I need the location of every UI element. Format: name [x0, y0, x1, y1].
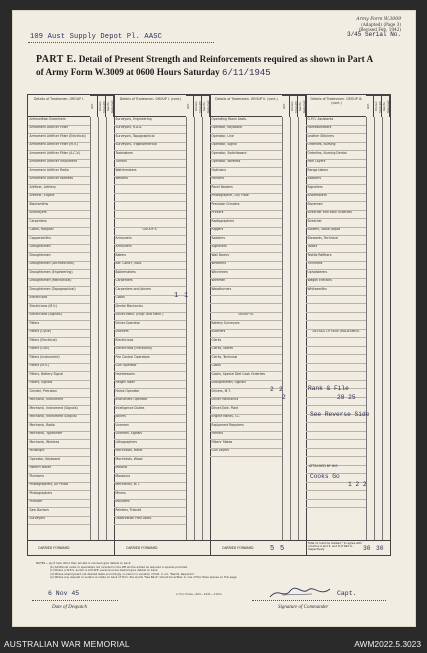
table-row: Operator, Signal [210, 143, 282, 152]
form-ref-line3: (Revised Feb, 1942) [358, 27, 401, 32]
table-row: Hairdressers [114, 372, 186, 381]
table-row [306, 449, 366, 458]
table-row: Textile Refitters [306, 253, 366, 262]
archive-caption: AUSTRALIAN WAR MEMORIAL [4, 639, 130, 649]
table-row: Pom Layers [306, 160, 366, 169]
table-row: Watchmakers [114, 168, 186, 177]
table-row: Upholsterers [306, 270, 366, 279]
note-line: (b) Additional ranks or specialists not included in the WE will be added as required in spaces provided. [50, 564, 188, 569]
typed-total-we: 5 [270, 545, 275, 553]
table-row: Plumbers [28, 474, 90, 483]
note-line: (e) Where any request or surplus is made on back of form, the words "See Back" should be written in one of the three spaces on this page. [50, 575, 238, 580]
table-row: Plumber [28, 500, 90, 509]
table-row: Saw Doctors [28, 508, 90, 517]
table-row: Armament Artificer Wireless [28, 177, 90, 186]
table-row: Tinsmiths [306, 262, 366, 271]
header-required-4: Reinfs. Required [382, 95, 390, 117]
table-row: Cooks [114, 296, 186, 305]
vline [282, 117, 283, 541]
table-row: Fitters [28, 321, 90, 330]
table-row [306, 347, 366, 356]
typed-see-reverse: See Reverse Side [310, 411, 370, 418]
table-row: Mechanic, Wireless [28, 440, 90, 449]
table-row: Electricians (M.V.) [28, 304, 90, 313]
typed-rank-file: Rank & File [308, 385, 349, 392]
table-row: Armament Artificer Instrument [28, 160, 90, 169]
table-row: Fitters, Signals [28, 381, 90, 390]
header-we-4: W.E. [366, 95, 374, 117]
header-posted-1: Posted Strength [98, 95, 106, 117]
table-row: Photographer, Dry Plate [210, 194, 282, 203]
table-row: Orderlies, Nursing Dental [306, 151, 366, 160]
table-row: Joiners [114, 415, 186, 424]
table-row: Carpenters [114, 279, 186, 288]
col-group2 [210, 117, 282, 541]
table-row: Boilermakers [114, 270, 186, 279]
table-row: Wheelers [210, 262, 282, 271]
table-row: Carpenters and Joiners [114, 287, 186, 296]
header-we-1: W.E. [90, 95, 98, 117]
header-required-2: Reinfs. Required [202, 95, 210, 117]
typed-clerks-posted: 2 [279, 386, 283, 393]
carried-forward-2: CARRIED FORWARD [126, 546, 158, 550]
table-row [306, 296, 366, 305]
table-row: Armament Artificer Fitter (M.V.) [28, 143, 90, 152]
table-row: Saddlers [210, 236, 282, 245]
signature-label: Signature of Commander [278, 605, 329, 610]
table-row: Height Taker [114, 381, 186, 390]
dispatch-date: 6 Nov 45 [48, 590, 80, 597]
table-row: Pattern Maker [28, 466, 90, 475]
table-row [114, 211, 186, 220]
unit-rule [28, 42, 214, 43]
table-row [306, 338, 366, 347]
table-row: Fitters' Mates [210, 440, 282, 449]
table-row: Battery Surveyors [210, 321, 282, 330]
form-ref-line2: (Adapted) (Page 3) [361, 22, 401, 27]
table-row: Bkr. Cond'r, Asst. [114, 262, 186, 271]
table-row: Clerks, Stores [210, 347, 282, 356]
table-row: Lithographers [114, 440, 186, 449]
table-row: Surveyors, Topographical [114, 134, 186, 143]
table-row: Toolmakers [114, 151, 186, 160]
table-row: Draughtsmen (Architectural) [28, 262, 90, 271]
table-row: Fitters (M.V.) [28, 364, 90, 373]
table-row [306, 500, 366, 509]
table-row: Mechanic, Instrument [28, 398, 90, 407]
table-row: Draughtsmen, Signals [210, 381, 282, 390]
dispatch-label: Date of Despatch [52, 605, 87, 610]
table-row: Draughtsmen [28, 253, 90, 262]
table-row: GROUP II. [114, 228, 186, 237]
table-row: Masons [114, 466, 186, 475]
carried-forward-1: CARRIED FORWARD [38, 546, 70, 550]
totals-note: Total of columns marked * to agree with columns 4 and 5, and 6 of Part A, respectively [308, 541, 362, 552]
table-row: Signallers [306, 185, 366, 194]
carried-forward-row [28, 540, 390, 555]
header-group2: Details of Tradesmen. GROUP II. (cont.) [210, 95, 282, 117]
table-row: Equipment Repairers [210, 423, 282, 432]
table-row [306, 355, 366, 364]
table-row [114, 202, 186, 211]
vline [202, 117, 203, 541]
header-posted-4: Posted Strength [374, 95, 382, 117]
table-row: GROUP III. [210, 313, 282, 322]
table-row: Driver Mechanics [210, 398, 282, 407]
table-row: Armourers [114, 245, 186, 254]
table-row: Surveyors, Engineering [114, 117, 186, 126]
col-group1b [114, 117, 189, 541]
table-row: Farriers [210, 432, 282, 441]
table-row [114, 194, 186, 203]
table-row: Electricians (Signals) [28, 313, 90, 322]
notes-block [36, 562, 378, 580]
table-row: Stewards, Technical [306, 236, 366, 245]
table-row: Machinists, Wood [114, 457, 186, 466]
header-required-1: Reinfs. Required [106, 95, 114, 117]
header-we-2: W.E. [186, 95, 194, 117]
table-row: Horse Operator [114, 389, 186, 398]
table-row [114, 219, 186, 228]
typed-clerks-we-2: 2 [282, 394, 286, 401]
header-posted-3: Posted Strength [290, 95, 298, 117]
form-ref-line1: Army Form W.3009 [356, 17, 401, 22]
table-row: Mechanic, Radio [28, 423, 90, 432]
table-row: Machinists, Metal [114, 449, 186, 458]
table-row: Moulders [114, 500, 186, 509]
table-row: Electricians [28, 296, 90, 305]
table-row: Photographers, Air Photo [28, 483, 90, 492]
typed-grand-total-1: 30 [363, 545, 371, 552]
table-row: Stokers, Stoke Depot [306, 228, 366, 237]
table-row: Electricians (Fractional) [114, 347, 186, 356]
table-row: Mechanic, Typewriter [28, 432, 90, 441]
part-date: 6/11/1945 [222, 68, 271, 78]
table-row: Whitesmiths [306, 287, 366, 296]
table-row [210, 304, 282, 313]
table-row: Engine Hands, I.C. [210, 415, 282, 424]
table-row: Leather Stitchers [306, 134, 366, 143]
table-row: Driver-Tpte. Plant [210, 406, 282, 415]
table-row: Stretcher and Bath Orderlies [306, 211, 366, 220]
note-line: (c) Where a W.E.S. and/or A.A.M.W.E. personnel are desired give details on back. [50, 568, 159, 573]
table-row: Drivers, M.T. [210, 389, 282, 398]
table-row: Mechanics, M.T. [114, 483, 186, 492]
table-row: Shoemakers [306, 194, 366, 203]
table-row: Driver-Operator [114, 321, 186, 330]
table-row: Panel Beaters [210, 185, 282, 194]
table-row: Signallers [210, 245, 282, 254]
table-row: Carpenters [28, 219, 90, 228]
table-row: Radiographers [210, 219, 282, 228]
typed-total-posted: 5 [280, 545, 285, 553]
table-row: Butchers [210, 330, 282, 339]
signature-rule [252, 600, 386, 601]
table-row: Riggers [210, 228, 282, 237]
table-row: Artificer, Engine [28, 194, 90, 203]
table-row: Blacksmiths [28, 202, 90, 211]
table-row: Masseurs [114, 474, 186, 483]
table-row: Fitters (Instrument) [28, 355, 90, 364]
table-row: Printers [210, 211, 282, 220]
table-row: Bricklayers [28, 211, 90, 220]
typed-grand-total-2: 30 [376, 545, 384, 552]
table-row: Wagon Erectors [306, 279, 366, 288]
table-row: Operator, Keyboard [28, 457, 90, 466]
table-row: Operator, Switchboard [210, 151, 282, 160]
vline [366, 117, 367, 541]
table-row: Millwright [28, 449, 90, 458]
table-row: Tailors [306, 245, 366, 254]
typed-cooks-go: Cooks Go [310, 473, 340, 480]
table-row: Grinder, Precision [28, 389, 90, 398]
part-label: PART E. [36, 54, 77, 65]
table-row [306, 304, 366, 313]
table-row: Operating Room Assts. [210, 117, 282, 126]
table-row: Mechanic, Instrument (Signals) [28, 406, 90, 415]
carried-forward-3: CARRIED FORWARD [222, 546, 254, 550]
table-row: Winchmen [210, 270, 282, 279]
archive-id: AWM2022.5.3023 [354, 639, 421, 649]
table-row: Armament Artificer Fitter [28, 126, 90, 135]
table-row: DETAILS OF NON-TRADESMEN. [306, 330, 366, 339]
table-row: Fitters (Cycle) [28, 330, 90, 339]
table-row: Painters [210, 177, 282, 186]
table-row: Drainers [114, 330, 186, 339]
dispatch-rule [32, 600, 118, 601]
header-group1b: Details of Tradesmen. GROUP I. (cont.) [114, 95, 186, 117]
table-row: Stretcher [306, 219, 366, 228]
vline [98, 117, 99, 541]
table-row: Dental Mechanics [114, 304, 186, 313]
table-row [306, 432, 366, 441]
header-we-3: W.E. [282, 95, 290, 117]
form-reference [291, 17, 401, 32]
table-row: Woodturners [210, 287, 282, 296]
table-row: Draughtsmen (Engineering) [28, 270, 90, 279]
table-row: Fitters, Battery Signal [28, 372, 90, 381]
note-line: NOTES.—(a) If rank other than private is involved give details on back. [36, 561, 132, 565]
table-row: Surveyors, Trigonometrical [114, 143, 186, 152]
table-row: Electricians [114, 338, 186, 347]
vline [186, 117, 187, 541]
table-row [306, 491, 366, 500]
table-row [306, 313, 366, 322]
table-row: Fitters (Gun) [28, 347, 90, 356]
table-row: Armourers [114, 236, 186, 245]
table-row: Armament Artificer Fitter (Electrical) [28, 134, 90, 143]
vline [382, 117, 383, 541]
table-row: Harnessmakers [306, 126, 366, 135]
part-text: Detail of Present Strength and Reinforcements required as shown in Part A of Army Form W.3009 at 0600 Hours Saturday [36, 54, 373, 77]
table-row [306, 423, 366, 432]
table-row [306, 372, 366, 381]
table-row: Ammunition Examiners [28, 117, 90, 126]
table-row: Cooks [210, 364, 282, 373]
print-reference: L.H.Q. Press—202—1941—110m. [176, 592, 223, 596]
commander-signature [268, 585, 332, 601]
table-row: Armament Artificer Radio [28, 168, 90, 177]
table-row: Gun Operator [114, 364, 186, 373]
header-group1: Details of Tradesmen. GROUP I. [28, 95, 90, 117]
table-row: Turners [114, 160, 186, 169]
vline [290, 117, 291, 541]
table-row: Storemen [306, 202, 366, 211]
table-row: Linemen [114, 423, 186, 432]
table-row: G.P.O. Assistants [306, 117, 366, 126]
table-row: Driver-Mech. (Engr. and Mech.) [114, 313, 186, 322]
table-row: Range-takers [306, 168, 366, 177]
table-row: Precision Grinders [210, 202, 282, 211]
table-row: Clerks, Technical [210, 355, 282, 364]
table-row: Operator, Keyboard [210, 126, 282, 135]
table-row [306, 398, 366, 407]
table-row: Operator, Wireless [210, 160, 282, 169]
table-row [306, 364, 366, 373]
vline [194, 117, 195, 541]
header-required-3: Reinfs. Required [298, 95, 306, 117]
vline [298, 117, 299, 541]
unit-name: 109 Aust Supply Depot Pl. AASC [30, 33, 163, 41]
commander-rank: Capt. [337, 590, 357, 597]
table-row: Bakers [114, 253, 186, 262]
table-row: Miners [114, 491, 186, 500]
table-row: Saddlers [306, 177, 366, 186]
table-row: Observation Post Assts. [114, 517, 186, 526]
table-row: Armament Artificer Fitter (A.C.V.) [28, 151, 90, 160]
part-title [36, 53, 382, 79]
table-row: Fire Control Operators [114, 355, 186, 364]
table-row: Fitters (Electrical) [28, 338, 90, 347]
table-row: Wiremen [210, 279, 282, 288]
typed-we-col2: 1 [174, 292, 179, 300]
table-row: Draughtsmen (Mechanical) [28, 279, 90, 288]
col-group1 [28, 117, 90, 541]
header-group3: Details of Tradesmen. GROUP III. (cont.) [306, 95, 366, 117]
table-row: Cooks, Special Diet Cook Orderlies [210, 372, 282, 381]
vline [374, 117, 375, 541]
table-row [210, 296, 282, 305]
table-row: Photographers [28, 491, 90, 500]
strength-table [27, 94, 391, 556]
serial-number: 3/45 Serial No. [346, 31, 401, 38]
table-row: Painters, Trained [114, 508, 186, 517]
table-row: Clerks [210, 338, 282, 347]
table-row: Coppersmiths [28, 236, 90, 245]
table-row: Cooks, Hospital [28, 228, 90, 237]
table-row: Draughtsmen (Topographical) [28, 287, 90, 296]
table-row: Opticians [210, 168, 282, 177]
note-line: (d) Where employment not desired state accordingly on return in vacation of N.R. in col. "Reinfs. Required." [50, 571, 195, 576]
table-row [306, 440, 366, 449]
table-row: Instrument Operator [114, 398, 186, 407]
table-row: Orderlies, Nursing [306, 143, 366, 152]
table-row [306, 321, 366, 330]
attached-heading: ATTACHED BY W.E. [309, 464, 339, 468]
vline [90, 117, 91, 541]
table-row: Wall Borers [210, 253, 282, 262]
typed-clerks-we: 2 [270, 386, 274, 393]
typed-rank-file-numbers: 28 25 [337, 394, 356, 401]
table-row: Operator, Line [210, 134, 282, 143]
table-row: Linemen, Signals [114, 432, 186, 441]
table-row: Draughtsmen [28, 245, 90, 254]
table-row: Gun Layers [210, 449, 282, 458]
table-row: Surveyors, R.A.A. [114, 126, 186, 135]
table-row: Intelligence Duties [114, 406, 186, 415]
table-row [114, 185, 186, 194]
table-row: Mechanic, Instrument Surgical [28, 415, 90, 424]
typed-cooks-numbers: 1 2 2 [348, 481, 367, 488]
vline [106, 117, 107, 541]
table-row: Artificer, Artillery [28, 185, 90, 194]
typed-posted-col2: 1 [184, 292, 189, 300]
table-row: Welders [114, 177, 186, 186]
table-row: Surveyors [28, 517, 90, 526]
header-posted-2: Posted Strength [194, 95, 202, 117]
